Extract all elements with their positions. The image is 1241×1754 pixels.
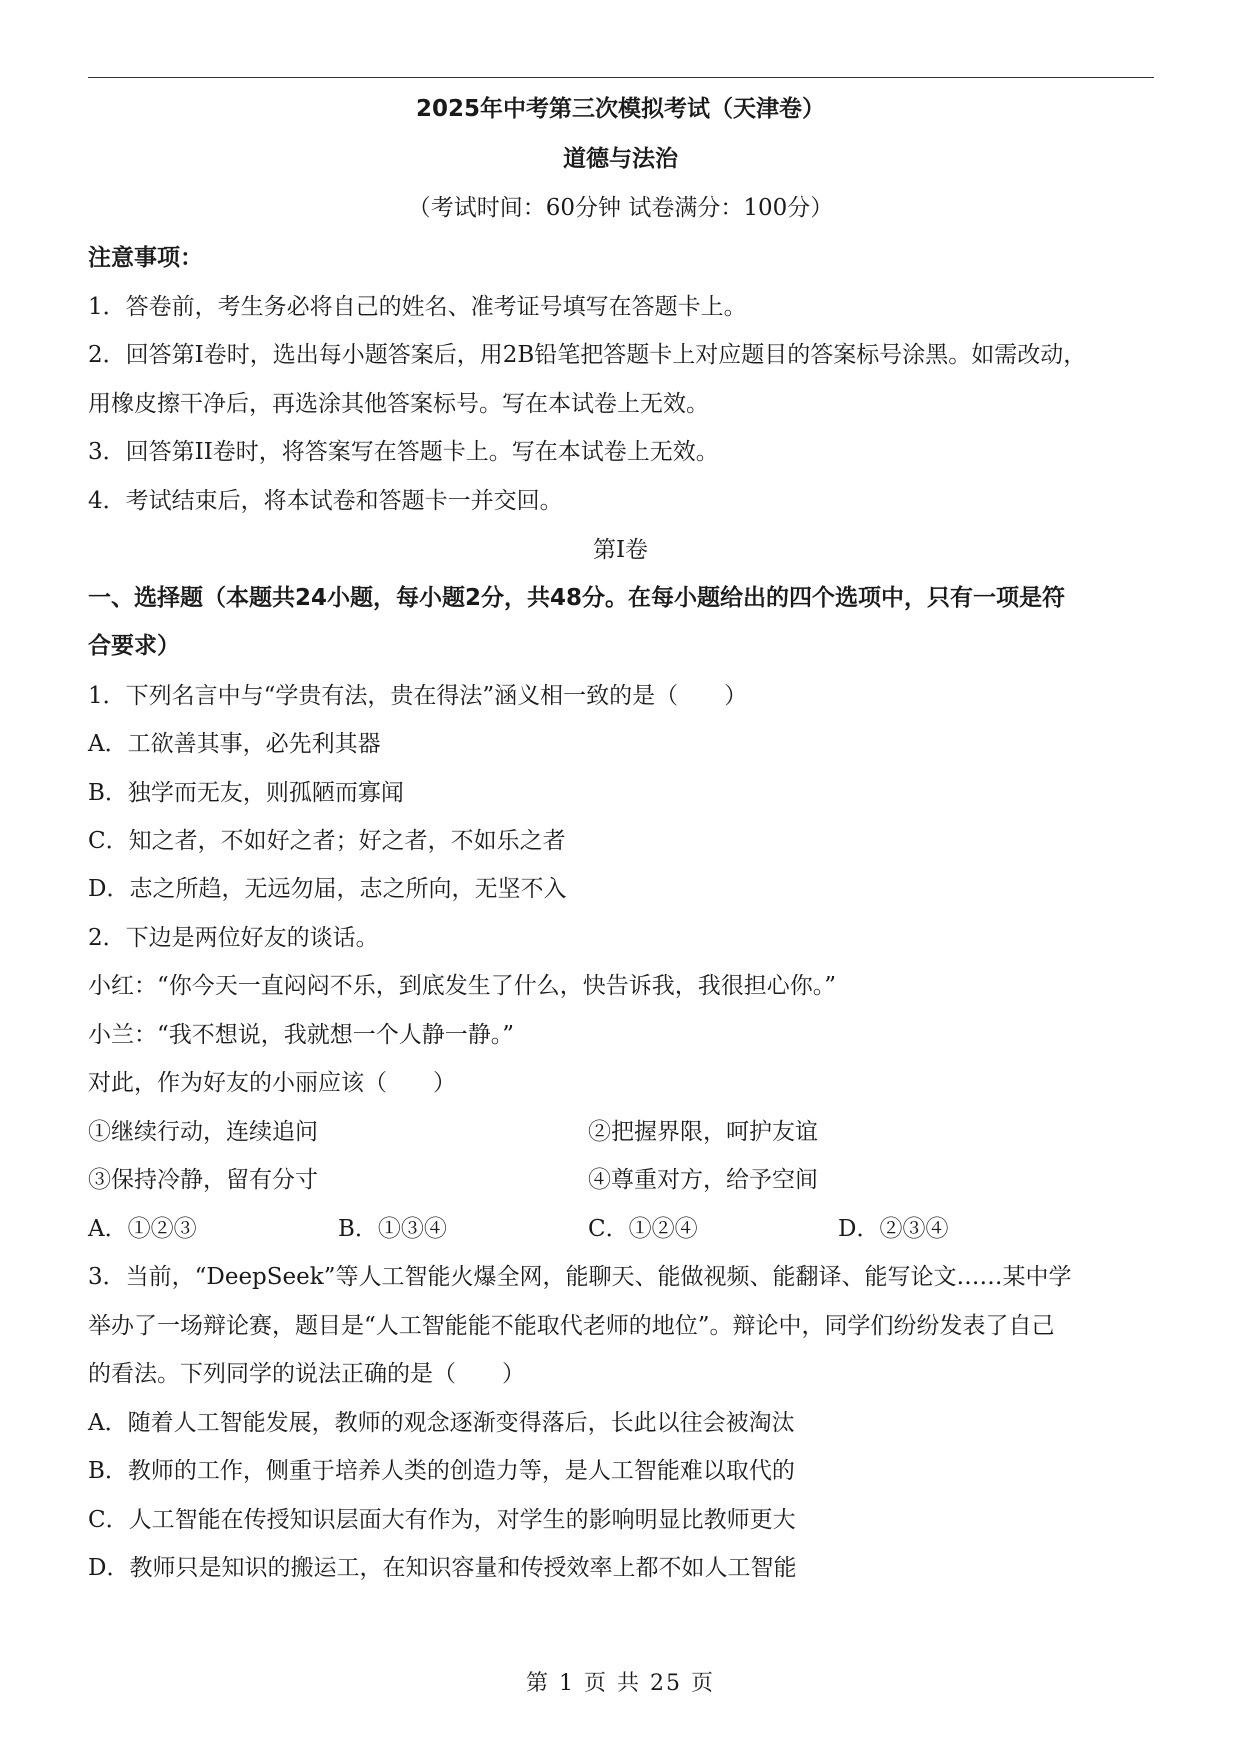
question-1-stem: 1．下列名言中与“学贵有法，贵在得法”涵义相一致的是（ ） — [88, 683, 748, 709]
question-3-stem: 的看法。下列同学的说法正确的是（ ） — [88, 1361, 525, 1387]
question-2-prompt: 对此，作为好友的小丽应该（ ） — [88, 1070, 456, 1096]
question-2-stem: 2．下边是两位好友的谈话。 — [88, 925, 379, 951]
question-3-option-b: B．教师的工作，侧重于培养人类的创造力等，是人工智能难以取代的 — [88, 1458, 795, 1484]
note-item: 用橡皮擦干净后，再选涂其他答案标号。写在本试卷上无效。 — [88, 391, 709, 417]
question-2-statement-3: ③保持冷静，留有分寸 — [88, 1167, 318, 1193]
note-item: 4．考试结束后，将本试卷和答题卡一并交回。 — [88, 488, 563, 514]
exam-info: （考试时间：60分钟 试卷满分：100分） — [407, 195, 834, 221]
question-3-option-c: C．人工智能在传授知识层面大有作为，对学生的影响明显比教师更大 — [88, 1507, 796, 1533]
question-2-option-a: A．①②③ — [88, 1216, 197, 1242]
question-3-option-d: D．教师只是知识的搬运工，在知识容量和传授效率上都不如人工智能 — [88, 1555, 797, 1581]
question-2-dialogue-2: 小兰：“我不想说，我就想一个人静一静。” — [88, 1022, 515, 1048]
question-3-stem: 举办了一场辩论赛，题目是“人工智能能不能取代老师的地位”。辩论中，同学们纷纷发表了自己 — [88, 1313, 1055, 1339]
question-2-dialogue-1: 小红：“你今天一直闷闷不乐，到底发生了什么，快告诉我，我很担心你。” — [88, 973, 837, 999]
note-item: 2．回答第I卷时，选出每小题答案后，用2B铅笔把答题卡上对应题目的答案标号涂黑。如需改动， — [88, 342, 1087, 368]
exam-title: 2025年中考第三次模拟考试（天津卷） — [415, 96, 825, 122]
top-rule — [88, 77, 1154, 78]
part-title: 第I卷 — [592, 537, 649, 563]
question-1-option-a: A．工欲善其事，必先利其器 — [88, 731, 381, 757]
note-item: 1．答卷前，考生务必将自己的姓名、准考证号填写在答题卡上。 — [88, 294, 747, 320]
question-1-option-b: B．独学而无友，则孤陋而寡闻 — [88, 780, 404, 806]
question-2-statement-1: ①继续行动，连续追问 — [88, 1119, 318, 1145]
question-2-statement-2: ②把握界限，呵护友谊 — [588, 1119, 818, 1145]
question-3-option-a: A．随着人工智能发展，教师的观念逐渐变得落后，长此以往会被淘汰 — [88, 1410, 795, 1436]
question-2-statement-4: ④尊重对方，给予空间 — [588, 1167, 818, 1193]
note-item: 3．回答第II卷时，将答案写在答题卡上。写在本试卷上无效。 — [88, 439, 719, 465]
question-3-stem: 3．当前，“DeepSeek”等人工智能火爆全网，能聊天、能做视频、能翻译、能写论文……某中学 — [88, 1264, 1072, 1290]
subject-title: 道德与法治 — [563, 146, 678, 172]
section-heading: 一、选择题（本题共24小题，每小题2分，共48分。在每小题给出的四个选项中，只有一项是符 — [88, 585, 1066, 611]
page-number: 第 1 页 共 25 页 — [526, 1671, 715, 1696]
question-1-option-d: D．志之所趋，无远勿届，志之所向，无坚不入 — [88, 876, 567, 902]
question-2-option-b: B．①③④ — [338, 1216, 447, 1242]
question-2-option-d: D．②③④ — [838, 1216, 949, 1242]
section-heading-cont: 合要求） — [88, 633, 180, 659]
question-2-option-c: C．①②④ — [588, 1216, 698, 1242]
question-1-option-c: C．知之者，不如好之者；好之者，不如乐之者 — [88, 828, 566, 854]
notes-heading: 注意事项： — [88, 245, 203, 271]
